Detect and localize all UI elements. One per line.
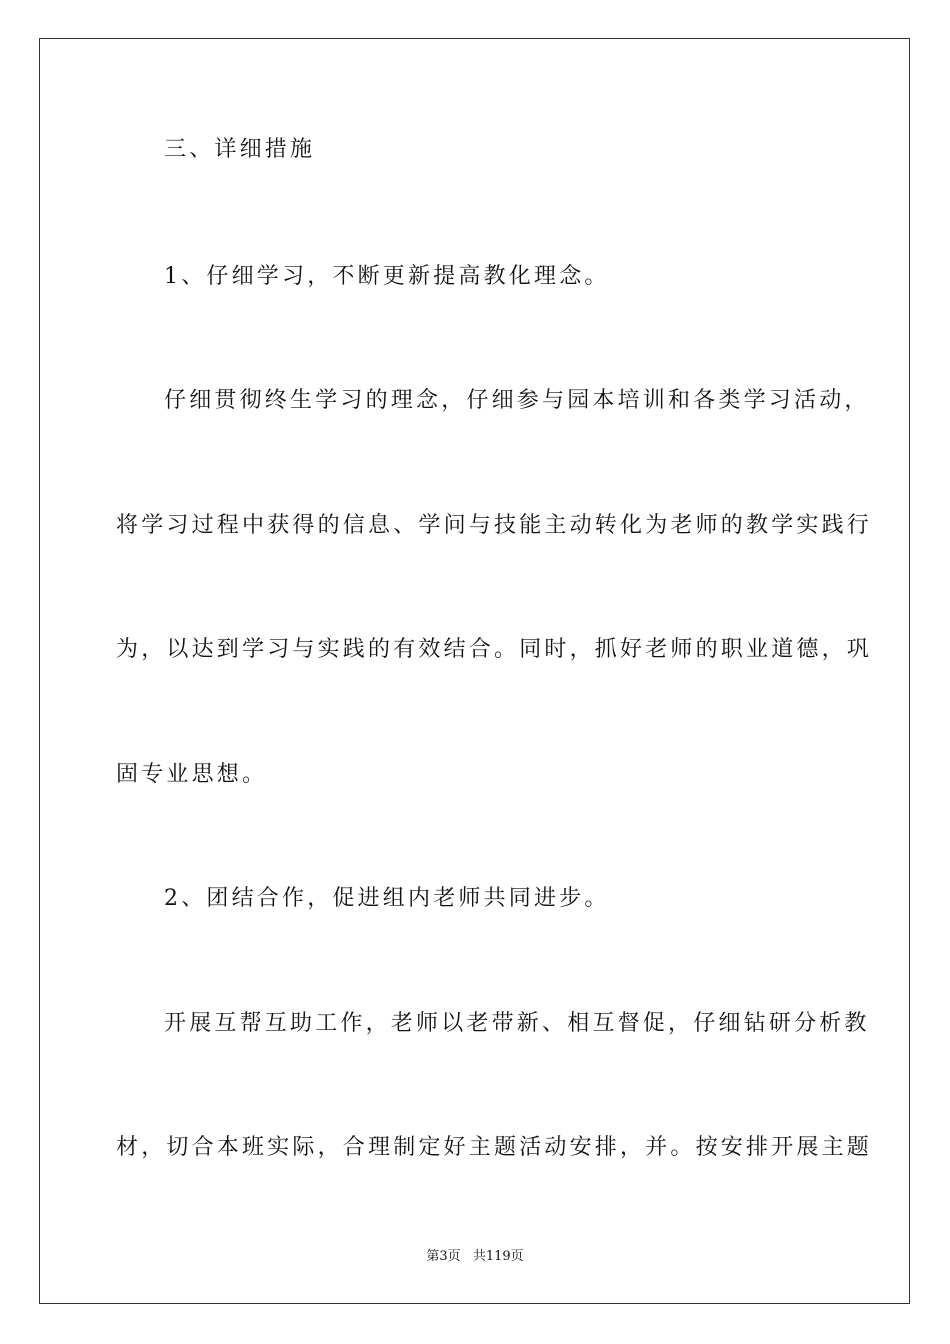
item-1-title: 1、仔细学习，不断更新提高教化理念。 [164, 264, 610, 289]
page-number: 第3页 [426, 1249, 461, 1264]
paragraph-line: 为，以达到学习与实践的有效结合。同时，抓好老师的职业道德，巩 [116, 637, 873, 662]
page-footer [0, 1248, 950, 1266]
paragraph-line: 固专业思想。 [116, 762, 268, 787]
page-total: 共119页 [472, 1249, 524, 1264]
section-heading: 三、详细措施 [164, 137, 316, 162]
paragraph-line: 仔细贯彻终生学习的理念，仔细参与园本培训和各类学习活动， [164, 388, 870, 413]
paragraph-line: 材，切合本班实际，合理制定好主题活动安排，并。按安排开展主题 [116, 1135, 873, 1160]
page-frame [39, 38, 910, 1304]
paragraph-line: 将学习过程中获得的信息、学问与技能主动转化为老师的教学实践行 [116, 513, 873, 538]
paragraph-line: 开展互帮互助工作，老师以老带新、相互督促，仔细钻研分析教 [164, 1011, 870, 1036]
item-2-title: 2、团结合作，促进组内老师共同进步。 [164, 886, 610, 911]
